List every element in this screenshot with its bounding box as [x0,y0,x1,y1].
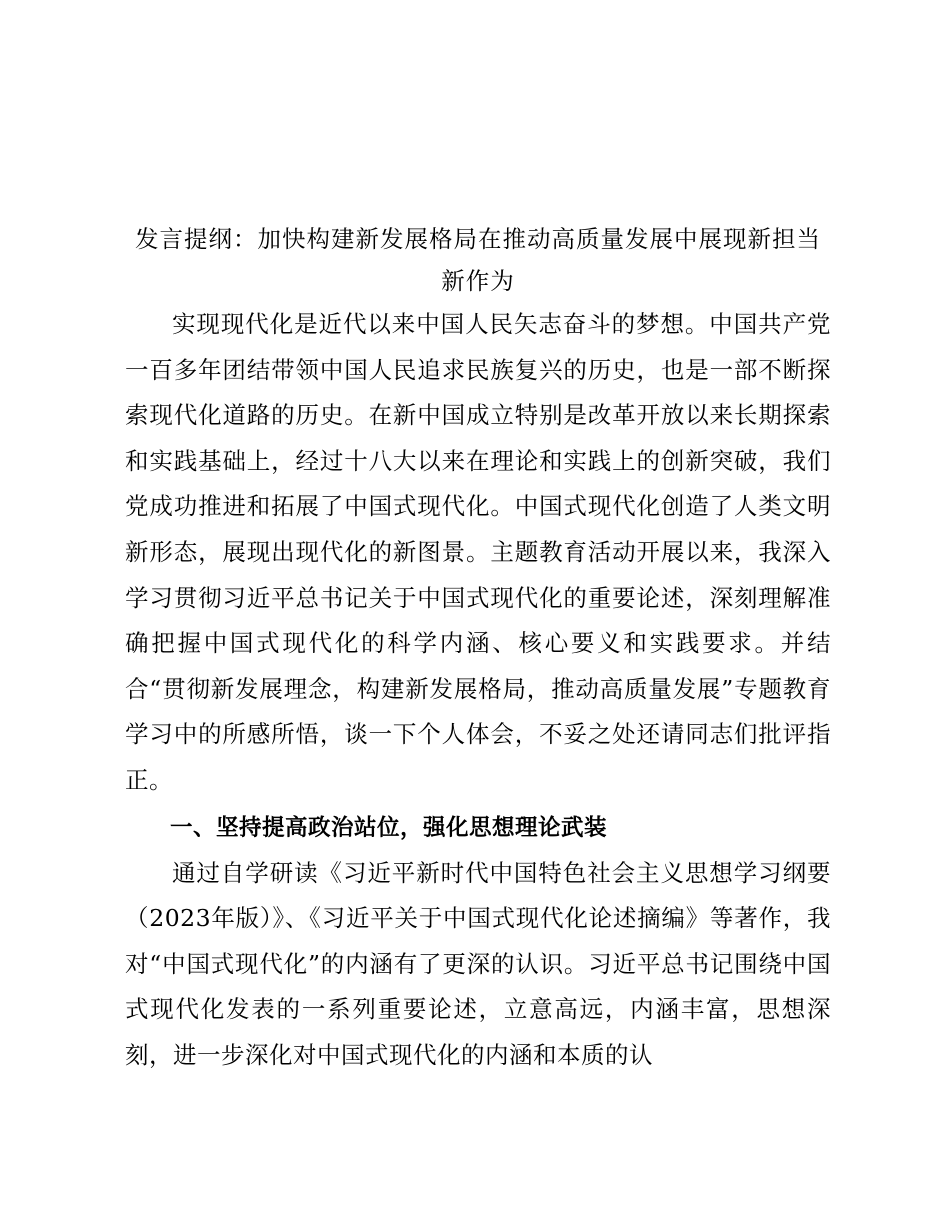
section-heading-1: 一、坚持提高政治站位，强化思想理论武装 [170,814,608,841]
intro-paragraph: 实现现代化是近代以来中国人民矢志奋斗的梦想。中国共产党一百多年团结带领中国人民追求民族复兴的历史，也是一部不断探索现代化道路的历史。在新中国成立特别是改革开放以来长期探索和实践基础上，经过十八大以来在理论和实践上的创新突破，我们党成功推进和拓展了中国式现代化。中国式现代化创造了人类文明新形态，展现出现代化的新图景。主题教育活动开展以来，我深入学习贯彻习近平总书记关于中国式现代化的重要论述，深刻理解准确把握中国式现代化的科学内涵、核心要义和实践要求。并结合“贯彻新发展理念，构建新发展格局，推动高质量发展”专题教育学习中的所感所悟，谈一下个人体会，不妥之处还请同志们批评指正。 [125,310,831,794]
document-title: 发言提纲：加快构建新发展格局在推动高质量发展中展现新担当新作为 [135,225,821,295]
section-1-paragraph: 通过自学研读《习近平新时代中国特色社会主义思想学习纲要（2023年版）》、《习近平关于中国式现代化论述摘编》等著作，我对“中国式现代化”的内涵有了更深的认识。习近平总书记围绕中国式现代化发表的一系列重要论述，立意高远，内涵丰富，思想深刻，进一步深化对中国式现代化的内涵和本质的认 [125,858,831,1069]
document-body [125,218,831,1079]
